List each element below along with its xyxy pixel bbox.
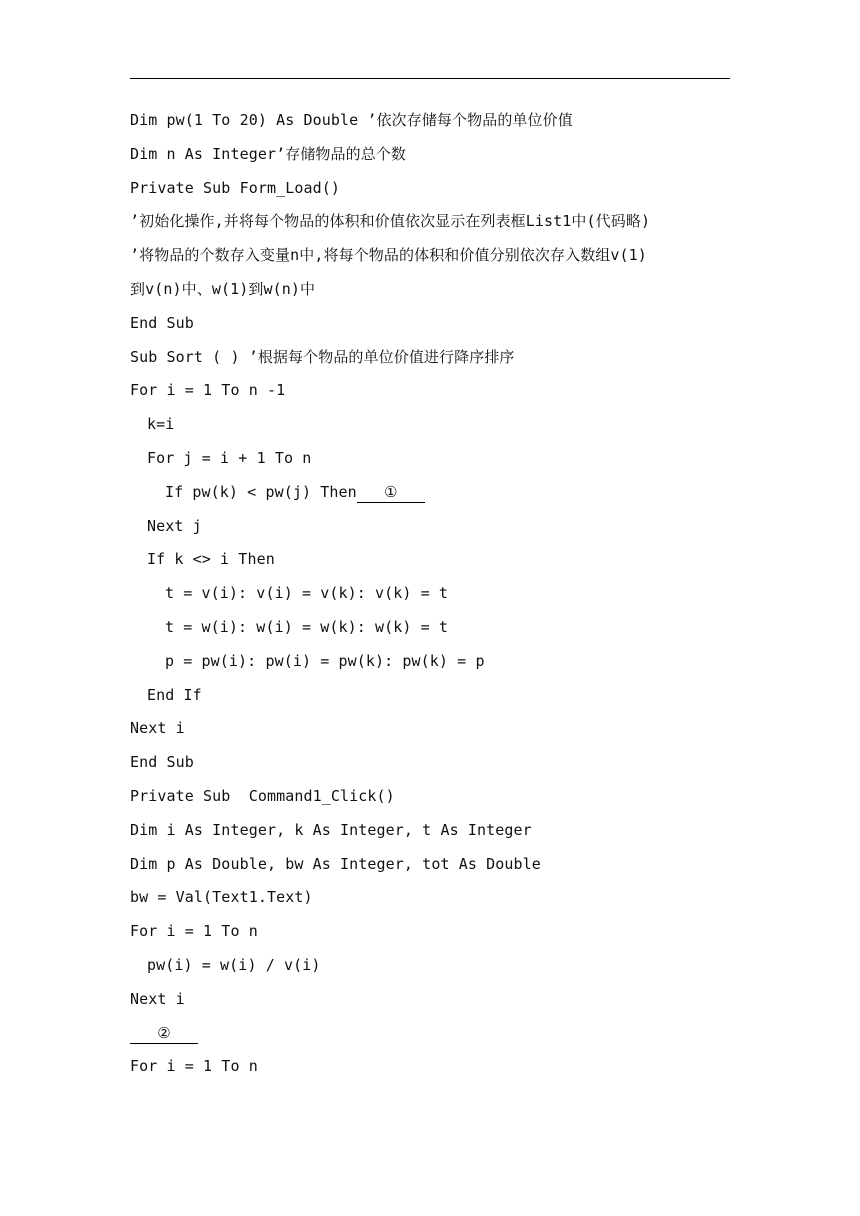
code-line-29: For i = 1 To n	[130, 1057, 258, 1076]
code-line-12-text: If pw(k) < pw(j) Then	[165, 482, 357, 501]
answer-blank-1: ①	[357, 482, 425, 503]
code-line-26: pw(i) = w(i) / v(i)	[147, 955, 321, 974]
code-line-19: Next i	[130, 719, 185, 738]
code-line-28	[130, 1017, 740, 1051]
code-line-27: Next i	[130, 989, 185, 1008]
code-listing	[130, 104, 740, 1084]
code-line-6: 到v(n)中、w(1)到w(n)中	[130, 279, 316, 298]
code-line-17: p = pw(i): pw(i) = pw(k): pw(k) = p	[165, 651, 485, 670]
code-line-14: If k <> i Then	[147, 550, 275, 569]
code-line-21: Private Sub Command1_Click()	[130, 786, 395, 805]
code-line-5: ’将物品的个数存入变量n中,将每个物品的体积和价值分别依次存入数组v(1)	[130, 246, 647, 265]
code-line-22: Dim i As Integer, k As Integer, t As Integer	[130, 820, 532, 839]
header-rule	[130, 78, 730, 79]
code-line-10: k=i	[147, 415, 175, 434]
code-line-23: Dim p As Double, bw As Integer, tot As Double	[130, 854, 541, 873]
code-line-13: Next j	[147, 516, 202, 535]
code-line-12	[130, 476, 740, 510]
code-line-20: End Sub	[130, 753, 194, 772]
code-line-15: t = v(i): v(i) = v(k): v(k) = t	[165, 584, 449, 603]
code-line-7: End Sub	[130, 313, 194, 332]
code-line-24: bw = Val(Text1.Text)	[130, 888, 313, 907]
code-line-1: Dim pw(1 To 20) As Double ’依次存储每个物品的单位价值	[130, 111, 573, 129]
code-line-2: Dim n As Integer’存储物品的总个数	[130, 144, 407, 163]
code-line-4: ’初始化操作,并将每个物品的体积和价值依次显示在列表框List1中(代码略)	[130, 212, 651, 231]
code-line-25: For i = 1 To n	[130, 922, 258, 941]
code-line-8: Sub Sort ( ) ’根据每个物品的单位价值进行降序排序	[130, 347, 515, 366]
code-line-3: Private Sub Form_Load()	[130, 178, 341, 197]
code-line-9: For i = 1 To n -1	[130, 381, 286, 400]
code-line-11: For j = i + 1 To n	[147, 448, 312, 467]
code-line-18: End If	[147, 685, 202, 704]
answer-blank-2: ②	[130, 1023, 198, 1044]
code-line-16: t = w(i): w(i) = w(k): w(k) = t	[165, 617, 449, 636]
